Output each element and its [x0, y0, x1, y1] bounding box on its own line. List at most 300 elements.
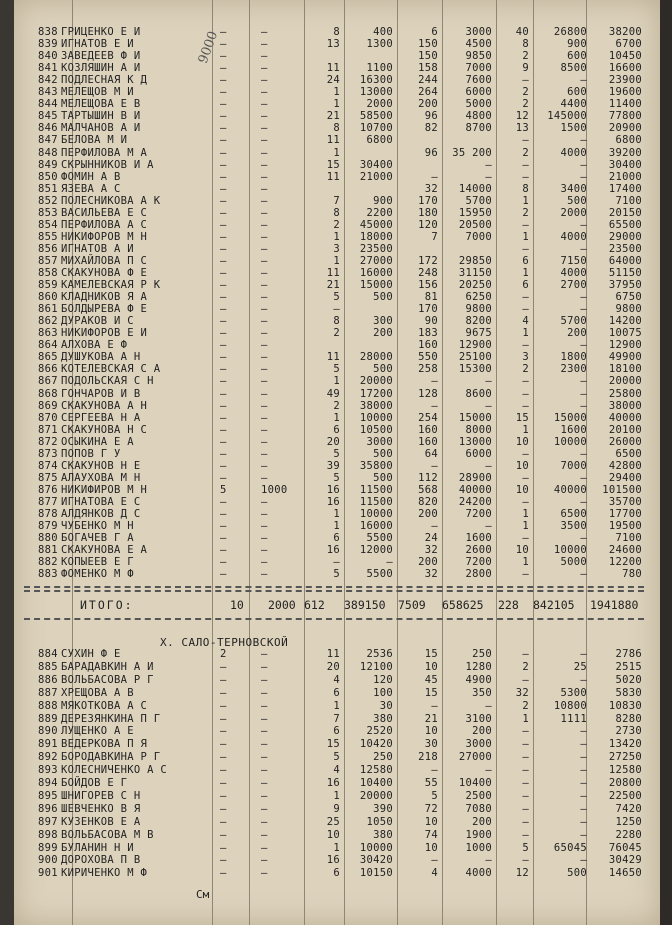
value-col-8: 4400	[560, 98, 587, 111]
row-number: 887	[38, 686, 58, 699]
person-name: ДОРОХОВА П В	[61, 854, 141, 867]
value-col-6: 31150	[458, 267, 492, 279]
value-col-7: 40	[515, 26, 529, 38]
value-col-1: –	[220, 520, 227, 533]
table-row	[14, 854, 660, 866]
value-col-2: –	[261, 411, 268, 424]
table-row	[14, 74, 660, 86]
value-col-5: 170	[418, 303, 438, 316]
row-number: 856	[38, 242, 58, 255]
value-col-6: 12900	[458, 339, 492, 352]
value-col-6: 6250	[465, 291, 492, 304]
row-total: 37950	[608, 279, 642, 292]
value-col-6: –	[485, 170, 492, 183]
value-col-1: –	[220, 62, 227, 75]
person-name: ПОПОВ Г У	[61, 447, 121, 460]
value-col-1: –	[220, 789, 227, 802]
row-total: 20000	[608, 375, 642, 388]
value-col-5: 6	[431, 26, 438, 38]
value-col-2: 1000	[261, 483, 288, 496]
value-col-8: –	[580, 648, 587, 660]
row-total: 12580	[608, 764, 642, 777]
value-col-2: –	[261, 206, 268, 219]
row-number: 882	[38, 556, 58, 569]
row-total: 8280	[615, 712, 642, 725]
value-col-7: –	[522, 532, 529, 545]
value-col-4: 380	[373, 828, 393, 841]
row-number: 894	[38, 777, 58, 789]
value-col-2: –	[261, 673, 268, 686]
row-total: 14650	[608, 867, 642, 880]
value-col-5: –	[431, 764, 438, 777]
table-row	[14, 279, 660, 291]
value-col-4: 16000	[359, 520, 393, 533]
value-col-2: –	[261, 867, 268, 880]
value-col-8: 1600	[560, 423, 587, 436]
value-col-7: –	[522, 303, 529, 316]
row-total: 12200	[608, 556, 642, 569]
value-col-7: 32	[515, 686, 529, 699]
table-row	[14, 231, 660, 243]
value-col-3: 4	[333, 764, 340, 777]
table-row	[14, 195, 660, 207]
person-name: ХРЕЩОВА А В	[61, 686, 134, 699]
person-name: КУЗЕНКОВ Е А	[61, 815, 141, 828]
row-total: 35700	[608, 495, 642, 508]
row-total: 20800	[608, 777, 642, 789]
value-col-2: –	[261, 648, 268, 660]
value-col-5: 183	[418, 327, 438, 340]
person-name: ВЕДЕРКОВА П Я	[61, 738, 148, 751]
row-number: 845	[38, 110, 58, 123]
row-number: 849	[38, 158, 58, 171]
value-col-6: 10400	[458, 777, 492, 789]
value-col-5: 45	[424, 673, 438, 686]
value-col-8: 4000	[560, 146, 587, 159]
value-col-3: 11	[326, 351, 340, 364]
value-col-6: 15300	[458, 363, 492, 376]
value-col-2: –	[261, 62, 268, 75]
value-col-6: 7080	[465, 802, 492, 815]
value-col-5: 7	[431, 230, 438, 243]
table-row	[14, 50, 660, 62]
row-number: 899	[38, 841, 58, 854]
value-col-3: 39	[326, 459, 340, 472]
value-col-6: 14000	[458, 182, 492, 195]
value-col-6: –	[485, 520, 492, 533]
table-row	[14, 661, 660, 673]
person-name: ПОЛЕСНИКОВА А К	[61, 194, 161, 207]
row-number: 875	[38, 471, 58, 484]
value-col-3: 11	[326, 134, 340, 147]
value-col-2: –	[261, 242, 268, 255]
value-col-1: –	[220, 86, 227, 99]
person-name: МЯКОТКОВА А С	[61, 699, 148, 712]
value-col-4: 15000	[359, 279, 393, 292]
value-col-1: –	[220, 495, 227, 508]
value-col-3: 10	[326, 828, 340, 841]
row-total: 5830	[615, 686, 642, 699]
value-col-4: 10700	[359, 122, 393, 135]
value-col-1: –	[220, 375, 227, 388]
value-col-3: 1	[333, 508, 340, 520]
value-col-8: 500	[567, 194, 587, 207]
row-total: 38200	[608, 26, 642, 38]
row-total: 25800	[608, 387, 642, 400]
value-col-4: 3000	[366, 435, 393, 448]
value-col-7: –	[522, 375, 529, 388]
person-name: ЧУБЕНКО М Н	[61, 520, 134, 533]
row-number: 862	[38, 315, 58, 328]
value-col-5: 81	[424, 291, 438, 304]
value-col-7: –	[522, 387, 529, 400]
value-col-2: –	[261, 230, 268, 243]
value-col-1: –	[220, 815, 227, 828]
value-col-1: –	[220, 712, 227, 725]
table-row	[14, 842, 660, 854]
value-col-4: 6800	[366, 134, 393, 147]
value-col-2: –	[261, 158, 268, 171]
value-col-1: –	[220, 411, 227, 424]
value-col-3: 15	[326, 738, 340, 751]
value-col-2: –	[261, 471, 268, 484]
row-total: 65500	[608, 218, 642, 231]
value-col-2: –	[261, 854, 268, 867]
value-col-4: 500	[373, 447, 393, 460]
person-name: БОЛДЫРЕВА Ф Е	[61, 303, 148, 316]
value-col-4: 2536	[366, 648, 393, 660]
value-col-6: 8700	[465, 122, 492, 135]
table-row	[14, 764, 660, 776]
value-col-3: 5	[333, 363, 340, 376]
row-total: 17700	[608, 508, 642, 520]
value-col-3: –	[333, 303, 340, 316]
value-col-5: 120	[418, 218, 438, 231]
value-col-6: –	[485, 459, 492, 472]
value-col-2: –	[261, 182, 268, 195]
value-col-1: –	[220, 206, 227, 219]
value-col-2: –	[261, 789, 268, 802]
table-row	[14, 303, 660, 315]
value-col-2: –	[261, 520, 268, 533]
row-total: 22500	[608, 789, 642, 802]
value-col-4: 120	[373, 673, 393, 686]
value-col-4: 5500	[366, 568, 393, 581]
value-col-1: –	[220, 459, 227, 472]
row-number: 895	[38, 789, 58, 802]
table-row	[14, 122, 660, 134]
row-number: 898	[38, 828, 58, 841]
value-col-6: –	[485, 699, 492, 712]
value-col-8: –	[580, 725, 587, 738]
value-col-2: –	[261, 556, 268, 569]
value-col-7: –	[522, 495, 529, 508]
value-col-7: 10	[515, 435, 529, 448]
value-col-8: –	[580, 777, 587, 789]
value-col-7: –	[522, 339, 529, 352]
value-col-8: 26800	[553, 26, 587, 38]
value-col-2: –	[261, 50, 268, 63]
table-row	[14, 751, 660, 763]
value-col-3: 11	[326, 62, 340, 75]
value-col-6: 4500	[465, 38, 492, 51]
table-row	[14, 388, 660, 400]
value-col-7: –	[522, 242, 529, 255]
value-col-3: 15	[326, 158, 340, 171]
person-name: СКАКУНОВА Е А	[61, 544, 148, 557]
row-number: 893	[38, 764, 58, 777]
value-col-6: 6000	[465, 447, 492, 460]
person-name: БОГАЧЕВ Г А	[61, 532, 134, 545]
row-total: 38000	[608, 399, 642, 412]
table-row	[14, 110, 660, 122]
value-col-2: –	[261, 279, 268, 292]
value-col-6: 15950	[458, 206, 492, 219]
table-row	[14, 339, 660, 351]
row-total: 1250	[615, 815, 642, 828]
value-col-3: 6	[333, 532, 340, 545]
value-col-1: –	[220, 26, 227, 38]
value-col-8: –	[580, 339, 587, 352]
person-name: МИХАЙЛОВА П С	[61, 254, 148, 267]
person-name: КОПЫЕЕВ Е Г	[61, 556, 134, 569]
value-col-6: 9800	[465, 303, 492, 316]
value-col-6: 2600	[465, 544, 492, 557]
value-col-5: 10	[424, 660, 438, 673]
row-total: 20100	[608, 423, 642, 436]
row-total: 780	[622, 568, 642, 581]
table-row	[14, 687, 660, 699]
value-col-7: 2	[522, 146, 529, 159]
value-col-3: 1	[333, 254, 340, 267]
value-col-5: 10	[424, 841, 438, 854]
table-row	[14, 38, 660, 50]
value-col-7: –	[522, 74, 529, 87]
table-row	[14, 568, 660, 580]
person-name: КИРИЧЕНКО М Ф	[61, 867, 148, 880]
value-col-6: –	[485, 375, 492, 388]
person-name: ДЕРЕЗЯНКИНА П Г	[61, 712, 161, 725]
person-name: НИКИФОРОВ М Н	[61, 230, 148, 243]
person-name: МЕЛЕЩОВ М И	[61, 86, 134, 99]
value-col-1: 5	[220, 483, 227, 496]
total-value: 389150	[344, 598, 386, 612]
value-col-6: 15000	[458, 411, 492, 424]
person-name: НИКИФОРОВ Е И	[61, 327, 148, 340]
person-name: КОЗЛЯШИН А И	[61, 62, 141, 75]
row-total: 19600	[608, 86, 642, 99]
table-row	[14, 472, 660, 484]
total-value: 658625	[442, 598, 484, 612]
person-name: ИГНАТОВА Е С	[61, 495, 141, 508]
value-col-2: –	[261, 351, 268, 364]
value-col-6: 1900	[465, 828, 492, 841]
value-col-8: 40000	[553, 483, 587, 496]
person-name: ЛУЩЕНКО А Е	[61, 725, 134, 738]
value-col-5: 172	[418, 254, 438, 267]
value-col-8: –	[580, 471, 587, 484]
value-col-4: 38000	[359, 399, 393, 412]
document-page	[14, 0, 660, 925]
total-value: 7509	[398, 598, 426, 612]
row-number: 896	[38, 802, 58, 815]
value-col-6: –	[485, 399, 492, 412]
value-col-4: 20000	[359, 375, 393, 388]
value-col-1: –	[220, 725, 227, 738]
value-col-8: 600	[567, 50, 587, 63]
value-col-1: –	[220, 556, 227, 569]
total-separator-line	[24, 618, 644, 620]
row-total: 2280	[615, 828, 642, 841]
value-col-1: –	[220, 399, 227, 412]
value-col-5: 200	[418, 508, 438, 520]
row-number: 863	[38, 327, 58, 340]
value-col-4: 300	[373, 315, 393, 328]
table-row	[14, 556, 660, 568]
person-name: АЛАУХОВА М Н	[61, 471, 141, 484]
value-col-1: –	[220, 74, 227, 87]
row-number: 883	[38, 568, 58, 581]
table-row	[14, 98, 660, 110]
row-total: 30400	[608, 158, 642, 171]
value-col-2: –	[261, 725, 268, 738]
row-total: 64000	[608, 254, 642, 267]
value-col-3: 11	[326, 267, 340, 279]
table-row	[14, 725, 660, 737]
value-col-7: 2	[522, 50, 529, 63]
value-col-1: –	[220, 242, 227, 255]
person-name: ПЕРФИЛОВА А С	[61, 218, 148, 231]
value-col-7: 1	[522, 194, 529, 207]
value-col-5: –	[431, 854, 438, 867]
value-col-5: 128	[418, 387, 438, 400]
row-total: 6700	[615, 38, 642, 51]
value-col-4: 10000	[359, 411, 393, 424]
row-total: 7420	[615, 802, 642, 815]
table-row	[14, 424, 660, 436]
row-total: 16600	[608, 62, 642, 75]
value-col-2: –	[261, 751, 268, 764]
value-col-7: 9	[522, 62, 529, 75]
value-col-7: 8	[522, 182, 529, 195]
value-col-8: –	[580, 764, 587, 777]
value-col-1: –	[220, 230, 227, 243]
value-col-2: –	[261, 423, 268, 436]
row-total: 2786	[615, 648, 642, 660]
value-col-7: 15	[515, 411, 529, 424]
value-col-4: 16300	[359, 74, 393, 87]
value-col-4: 500	[373, 471, 393, 484]
value-col-7: –	[522, 777, 529, 789]
person-name: СЕРГЕЕВА Н А	[61, 411, 141, 424]
handwritten-margin-note: 9000	[195, 29, 222, 66]
value-col-8: 7150	[560, 254, 587, 267]
value-col-8: –	[580, 303, 587, 316]
person-name: ИГНАТОВ А И	[61, 242, 134, 255]
row-total: 19500	[608, 520, 642, 533]
value-col-8: 5700	[560, 315, 587, 328]
value-col-3: 4	[333, 673, 340, 686]
value-col-4: 20000	[359, 789, 393, 802]
value-col-2: –	[261, 122, 268, 135]
total-row	[14, 598, 660, 612]
value-col-7: 1	[522, 230, 529, 243]
value-col-8: 500	[567, 867, 587, 880]
value-col-6: 7200	[465, 556, 492, 569]
row-number: 851	[38, 182, 58, 195]
value-col-5: 550	[418, 351, 438, 364]
person-name: ФОМЕНКО М Ф	[61, 568, 134, 581]
value-col-8: 7000	[560, 459, 587, 472]
table-row	[14, 436, 660, 448]
value-col-1: –	[220, 777, 227, 789]
value-col-8: 5000	[560, 556, 587, 569]
table-row	[14, 86, 660, 98]
value-col-1: –	[220, 267, 227, 279]
value-col-8: 25	[573, 660, 587, 673]
value-col-3: 16	[326, 777, 340, 789]
value-col-5: 112	[418, 471, 438, 484]
value-col-6: 7000	[465, 230, 492, 243]
table-row	[14, 375, 660, 387]
person-name: ГРИЦЕНКО Е И	[61, 26, 141, 38]
value-col-1: –	[220, 303, 227, 316]
value-col-2: –	[261, 146, 268, 159]
total-value: 2000	[268, 598, 296, 612]
value-col-7: –	[522, 738, 529, 751]
value-col-4: 35800	[359, 459, 393, 472]
row-number: 889	[38, 712, 58, 725]
value-col-8: –	[580, 789, 587, 802]
value-col-6: 1000	[465, 841, 492, 854]
value-col-5: 568	[418, 483, 438, 496]
value-col-5: 24	[424, 532, 438, 545]
section-title: Х. САЛО-ТЕРНОВСКОЙ	[160, 636, 289, 649]
value-col-2: –	[261, 387, 268, 400]
row-number: 843	[38, 86, 58, 99]
total-value: 612	[304, 598, 325, 612]
value-col-1: –	[220, 122, 227, 135]
value-col-3: 1	[333, 230, 340, 243]
value-col-2: –	[261, 86, 268, 99]
value-col-3: 7	[333, 712, 340, 725]
value-col-7: –	[522, 158, 529, 171]
row-number: 870	[38, 411, 58, 424]
value-col-4: 10420	[359, 738, 393, 751]
value-col-4: 2000	[366, 98, 393, 111]
value-col-7: 2	[522, 660, 529, 673]
value-col-4: 10500	[359, 423, 393, 436]
value-col-7: 2	[522, 206, 529, 219]
value-col-1: –	[220, 134, 227, 147]
value-col-5: 90	[424, 315, 438, 328]
row-number: 880	[38, 532, 58, 545]
value-col-7: 1	[522, 520, 529, 533]
value-col-5: 258	[418, 363, 438, 376]
value-col-1: –	[220, 435, 227, 448]
value-col-7: 2	[522, 98, 529, 111]
person-name: НИКИФИРОВ М Н	[61, 483, 148, 496]
value-col-8: –	[580, 134, 587, 147]
value-col-6: 8000	[465, 423, 492, 436]
value-col-8: 4000	[560, 267, 587, 279]
row-number: 861	[38, 303, 58, 316]
value-col-1: –	[220, 363, 227, 376]
value-col-1: –	[220, 291, 227, 304]
table-row	[14, 648, 660, 660]
value-col-2: –	[261, 194, 268, 207]
row-total: 6500	[615, 447, 642, 460]
